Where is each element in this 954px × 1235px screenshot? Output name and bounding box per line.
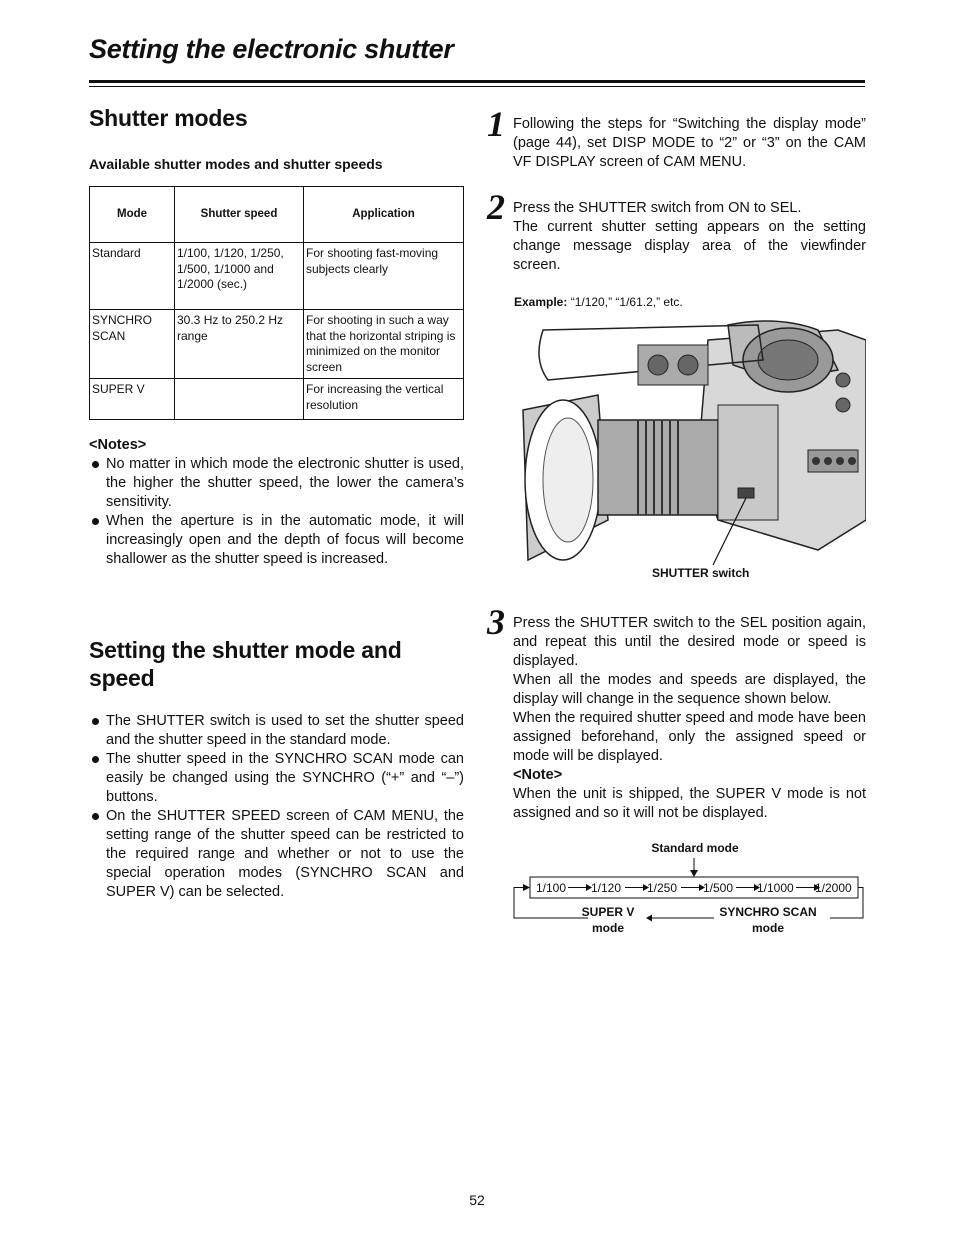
speed-1-250: 1/250 bbox=[647, 881, 678, 895]
table-cell-mode: SUPER V bbox=[90, 379, 175, 420]
speed-1-500: 1/500 bbox=[703, 881, 734, 895]
table-cell-application: For increasing the vertical resolution bbox=[304, 379, 464, 420]
page-title: Setting the electronic shutter bbox=[89, 34, 454, 64]
notes-block bbox=[89, 436, 464, 569]
page-number: 52 bbox=[469, 1192, 485, 1208]
note-item: No matter in which mode the electronic shutter is used, the higher the shutter speed, the lower the camera’s sensitivity. bbox=[89, 455, 464, 512]
table-header-cell: Application bbox=[304, 187, 464, 243]
section-title-shutter-modes: Shutter modes bbox=[89, 105, 248, 131]
camera-illustration bbox=[518, 320, 866, 582]
table-cell-application: For shooting fast-moving subjects clearly bbox=[304, 243, 464, 310]
example-label: Example: bbox=[514, 295, 568, 309]
header-rule-thin bbox=[89, 86, 865, 87]
step-2-line2: The current shutter setting appears on the setting change message display area of the viewfinder screen. bbox=[513, 219, 866, 273]
setting-bullets bbox=[89, 712, 464, 902]
table-header-cell: Mode bbox=[90, 187, 175, 243]
speed-1-2000: 1/2000 bbox=[815, 881, 852, 895]
bullet-item: The shutter speed in the SYNCHRO SCAN mode can easily be changed using the SYNCHRO (“+” and “–”) buttons. bbox=[89, 750, 464, 807]
table-heading: Available shutter modes and shutter speeds bbox=[89, 156, 383, 172]
step-number-3: 3 bbox=[487, 602, 505, 642]
synchro-line1: SYNCHRO SCAN bbox=[719, 905, 817, 919]
note-label: <Note> bbox=[513, 767, 563, 783]
standard-mode-label: Standard mode bbox=[651, 841, 739, 855]
section-title-setting-mode: Setting the shutter mode and speed bbox=[89, 637, 402, 691]
shutter-modes-table bbox=[89, 186, 464, 420]
table-cell-speed: 30.3 Hz to 250.2 Hz range bbox=[175, 310, 304, 379]
step-number-2: 2 bbox=[487, 187, 505, 227]
table-row bbox=[90, 379, 464, 420]
table-row bbox=[90, 310, 464, 379]
notes-label: <Notes> bbox=[89, 437, 147, 453]
table-header-row bbox=[90, 187, 464, 243]
example-text: “1/120,” “1/61.2,” etc. bbox=[570, 295, 683, 309]
table-cell-mode: SYNCHRO SCAN bbox=[90, 310, 175, 379]
example-line bbox=[514, 295, 683, 309]
shutter-switch-caption: SHUTTER switch bbox=[652, 566, 750, 580]
table-cell-mode: Standard bbox=[90, 243, 175, 310]
step-3-para1: Press the SHUTTER switch to the SEL position again, and repeat this until the desired mode or speed is displayed. bbox=[513, 615, 866, 669]
table-header-cell: Shutter speed bbox=[175, 187, 304, 243]
step-2-block bbox=[513, 199, 866, 275]
speed-1-100: 1/100 bbox=[536, 881, 567, 895]
note-item: When the aperture is in the automatic mode, it will increasingly open and the depth of focus will become shallower as the shutter speed is increased. bbox=[89, 512, 464, 569]
step-1-text: Following the steps for “Switching the display mode” (page 44), set DISP MODE to “2” or “3” on the CAM VF DISPLAY screen of CAM MENU. bbox=[513, 116, 866, 170]
synchro-scan-mode-label bbox=[712, 904, 824, 936]
bullet-item: The SHUTTER switch is used to set the shutter speed and the shutter speed in the standard mode. bbox=[89, 712, 464, 750]
step-3-para3: When the required shutter speed and mode have been assigned beforehand, only the assigned speed or mode will be displayed. bbox=[513, 710, 866, 764]
speed-1-1000: 1/1000 bbox=[757, 881, 794, 895]
step-number-1: 1 bbox=[487, 104, 505, 144]
header-rule-thick bbox=[89, 80, 865, 83]
bullet-item: On the SHUTTER SPEED screen of CAM MENU, the setting range of the shutter speed can be restricted to the required range and whether or not to use the special operation modes (SYNCHRO SCAN and SUPER V) can be selected. bbox=[89, 807, 464, 902]
super-v-line1: SUPER V bbox=[581, 905, 635, 919]
table-cell-speed: 1/100, 1/120, 1/250, 1/500, 1/1000 and 1/2000 (sec.) bbox=[175, 243, 304, 310]
table-cell-application: For shooting in such a way that the horizontal striping is minimized on the monitor screen bbox=[304, 310, 464, 379]
step-3-block bbox=[513, 614, 866, 823]
super-v-mode-label bbox=[568, 904, 648, 936]
synchro-line2: mode bbox=[751, 921, 784, 935]
step-3-para2: When all the modes and speeds are displayed, the display will change in the sequence shown below. bbox=[513, 672, 866, 707]
table-row bbox=[90, 243, 464, 310]
speed-1-120: 1/120 bbox=[591, 881, 622, 895]
super-v-line2: mode bbox=[591, 921, 624, 935]
note-text: When the unit is shipped, the SUPER V mode is not assigned and so it will not be displayed. bbox=[513, 786, 866, 821]
step-2-line1: Press the SHUTTER switch from ON to SEL. bbox=[513, 200, 802, 216]
table-cell-speed bbox=[175, 379, 304, 420]
